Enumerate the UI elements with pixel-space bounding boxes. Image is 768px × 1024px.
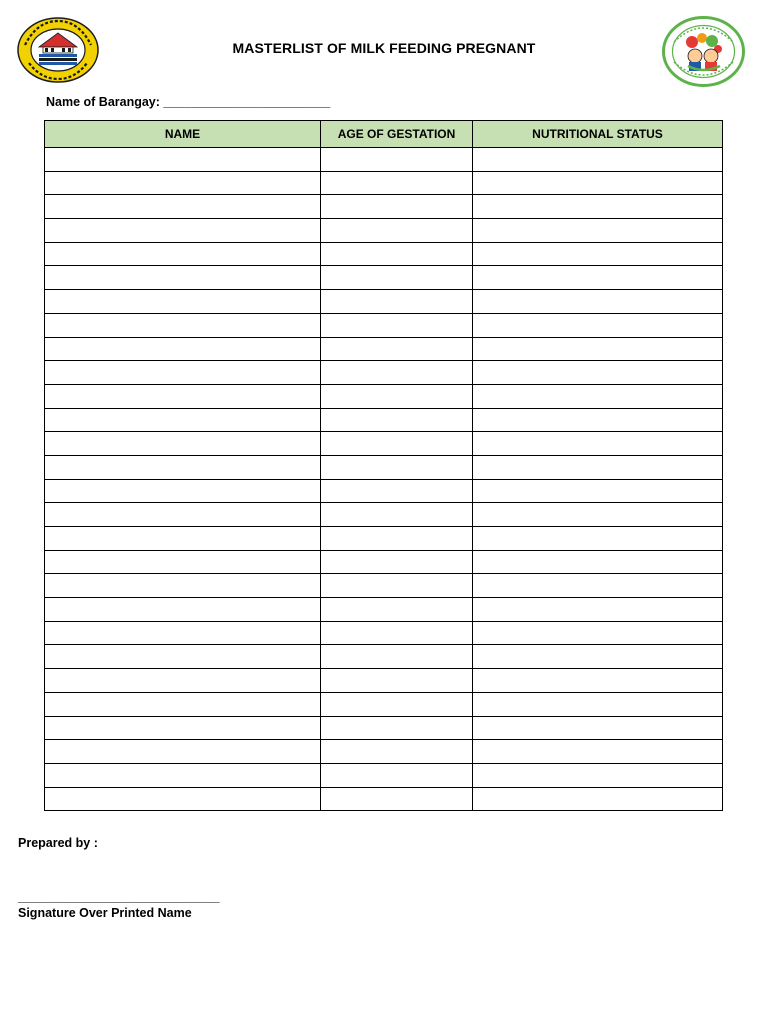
- table-row: [45, 527, 723, 551]
- table-row: [45, 195, 723, 219]
- nutritional-status-cell[interactable]: [473, 219, 723, 243]
- nutritional-status-cell[interactable]: [473, 527, 723, 551]
- table-row: [45, 242, 723, 266]
- nutritional-status-cell[interactable]: [473, 195, 723, 219]
- name-cell[interactable]: [45, 313, 321, 337]
- nutritional-status-cell[interactable]: [473, 621, 723, 645]
- nutritional-status-cell[interactable]: [473, 787, 723, 811]
- name-cell[interactable]: [45, 692, 321, 716]
- nutritional-status-cell[interactable]: [473, 313, 723, 337]
- nutritional-status-cell[interactable]: [473, 361, 723, 385]
- name-cell[interactable]: [45, 266, 321, 290]
- table-row: [45, 171, 723, 195]
- table-row: [45, 266, 723, 290]
- age-of-gestation-cell[interactable]: [321, 598, 473, 622]
- table-row: [45, 479, 723, 503]
- name-cell[interactable]: [45, 384, 321, 408]
- name-cell[interactable]: [45, 408, 321, 432]
- nutritional-status-cell[interactable]: [473, 242, 723, 266]
- nutritional-status-cell[interactable]: [473, 337, 723, 361]
- column-header-name: NAME: [45, 121, 321, 148]
- document-title: MASTERLIST OF MILK FEEDING PREGNANT: [232, 40, 536, 56]
- age-of-gestation-cell[interactable]: [321, 384, 473, 408]
- signature-label: Signature Over Printed Name: [18, 906, 192, 920]
- age-of-gestation-cell[interactable]: [321, 621, 473, 645]
- age-of-gestation-cell[interactable]: [321, 716, 473, 740]
- name-cell[interactable]: [45, 432, 321, 456]
- age-of-gestation-cell[interactable]: [321, 740, 473, 764]
- name-cell[interactable]: [45, 763, 321, 787]
- name-cell[interactable]: [45, 669, 321, 693]
- age-of-gestation-cell[interactable]: [321, 527, 473, 551]
- age-of-gestation-cell[interactable]: [321, 219, 473, 243]
- table-row: [45, 692, 723, 716]
- name-cell[interactable]: [45, 645, 321, 669]
- table-row: [45, 455, 723, 479]
- age-of-gestation-cell[interactable]: [321, 361, 473, 385]
- name-cell[interactable]: [45, 455, 321, 479]
- name-cell[interactable]: [45, 148, 321, 172]
- age-of-gestation-cell[interactable]: [321, 550, 473, 574]
- table-row: [45, 337, 723, 361]
- table-row: [45, 432, 723, 456]
- nutritional-status-cell[interactable]: [473, 148, 723, 172]
- nutritional-status-cell[interactable]: [473, 763, 723, 787]
- age-of-gestation-cell[interactable]: [321, 669, 473, 693]
- table-row: [45, 598, 723, 622]
- age-of-gestation-cell[interactable]: [321, 787, 473, 811]
- name-cell[interactable]: [45, 195, 321, 219]
- table-row: [45, 645, 723, 669]
- nutritional-status-cell[interactable]: [473, 669, 723, 693]
- table-body: [45, 148, 723, 811]
- age-of-gestation-cell[interactable]: [321, 266, 473, 290]
- age-of-gestation-cell[interactable]: [321, 337, 473, 361]
- column-header-age-of-gestation: AGE OF GESTATION: [321, 121, 473, 148]
- name-cell[interactable]: [45, 337, 321, 361]
- table-row: [45, 621, 723, 645]
- name-cell[interactable]: [45, 242, 321, 266]
- nutritional-status-cell[interactable]: [473, 455, 723, 479]
- age-of-gestation-cell[interactable]: [321, 148, 473, 172]
- nutritional-status-cell[interactable]: [473, 692, 723, 716]
- table-row: [45, 716, 723, 740]
- nutritional-status-cell[interactable]: [473, 290, 723, 314]
- age-of-gestation-cell[interactable]: [321, 242, 473, 266]
- signature-line: _____________________________: [18, 890, 220, 904]
- table-row: [45, 669, 723, 693]
- nutritional-status-cell[interactable]: [473, 645, 723, 669]
- name-cell[interactable]: [45, 527, 321, 551]
- age-of-gestation-cell[interactable]: [321, 763, 473, 787]
- age-of-gestation-cell[interactable]: [321, 574, 473, 598]
- nutritional-status-cell[interactable]: [473, 479, 723, 503]
- age-of-gestation-cell[interactable]: [321, 195, 473, 219]
- column-header-nutritional-status: NUTRITIONAL STATUS: [473, 121, 723, 148]
- nutritional-status-cell[interactable]: [473, 408, 723, 432]
- age-of-gestation-cell[interactable]: [321, 171, 473, 195]
- name-cell[interactable]: [45, 574, 321, 598]
- masterlist-table: [44, 120, 723, 811]
- name-cell[interactable]: [45, 716, 321, 740]
- name-cell[interactable]: [45, 598, 321, 622]
- table-row: [45, 740, 723, 764]
- age-of-gestation-cell[interactable]: [321, 479, 473, 503]
- nutritional-status-cell[interactable]: [473, 384, 723, 408]
- table-row: [45, 148, 723, 172]
- name-cell[interactable]: [45, 740, 321, 764]
- age-of-gestation-cell[interactable]: [321, 503, 473, 527]
- table-row: [45, 361, 723, 385]
- table-row: [45, 574, 723, 598]
- table-row: [45, 313, 723, 337]
- name-cell[interactable]: [45, 171, 321, 195]
- age-of-gestation-cell[interactable]: [321, 432, 473, 456]
- name-cell[interactable]: [45, 787, 321, 811]
- table-row: [45, 408, 723, 432]
- nutrition-council-logo: [662, 16, 745, 87]
- name-cell[interactable]: [45, 621, 321, 645]
- table-row: [45, 219, 723, 243]
- nutritional-status-cell[interactable]: [473, 574, 723, 598]
- age-of-gestation-cell[interactable]: [321, 290, 473, 314]
- age-of-gestation-cell[interactable]: [321, 692, 473, 716]
- table-row: [45, 787, 723, 811]
- name-cell[interactable]: [45, 479, 321, 503]
- table-row: [45, 763, 723, 787]
- table-row: [45, 503, 723, 527]
- table-row: [45, 550, 723, 574]
- nutritional-status-cell[interactable]: [473, 716, 723, 740]
- nutritional-status-cell[interactable]: [473, 503, 723, 527]
- name-cell[interactable]: [45, 550, 321, 574]
- name-cell[interactable]: [45, 219, 321, 243]
- nutritional-status-cell[interactable]: [473, 550, 723, 574]
- nutritional-status-cell[interactable]: [473, 171, 723, 195]
- age-of-gestation-cell[interactable]: [321, 408, 473, 432]
- barangay-field-label: Name of Barangay: ________________________: [46, 95, 331, 109]
- table-header-row: [45, 121, 723, 148]
- prepared-by-label: Prepared by :: [18, 836, 98, 850]
- nutritional-status-cell[interactable]: [473, 740, 723, 764]
- nutritional-status-cell[interactable]: [473, 266, 723, 290]
- nutritional-status-cell[interactable]: [473, 598, 723, 622]
- name-cell[interactable]: [45, 290, 321, 314]
- age-of-gestation-cell[interactable]: [321, 645, 473, 669]
- age-of-gestation-cell[interactable]: [321, 313, 473, 337]
- cebu-city-nutrition-council-logo-icon: [662, 16, 745, 87]
- name-cell[interactable]: [45, 361, 321, 385]
- name-cell[interactable]: [45, 503, 321, 527]
- age-of-gestation-cell[interactable]: [321, 455, 473, 479]
- nutritional-status-cell[interactable]: [473, 432, 723, 456]
- table-row: [45, 384, 723, 408]
- table-row: [45, 290, 723, 314]
